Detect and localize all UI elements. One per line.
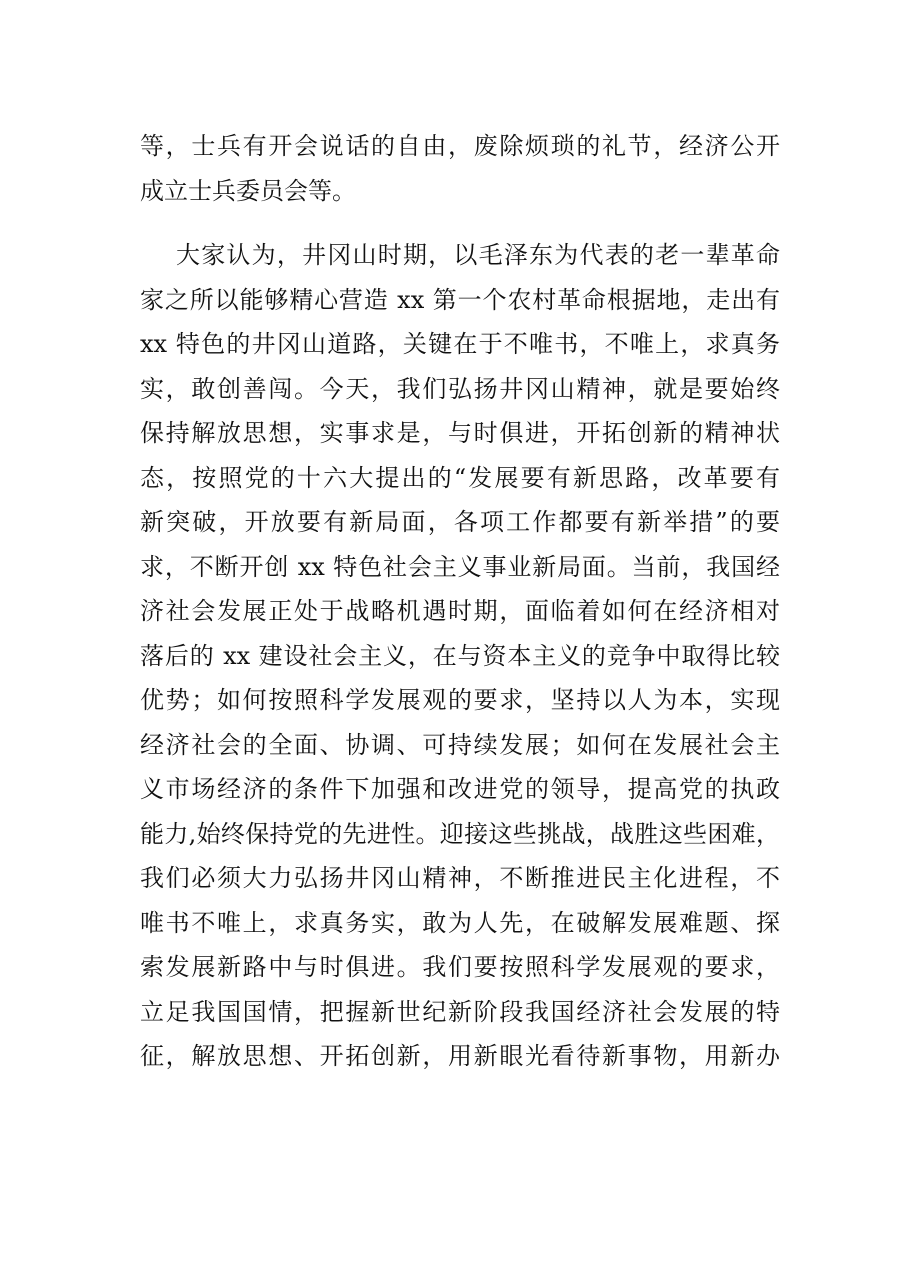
paragraph-2-line-6: 态，按照党的十六大提出的“发展要有新思路，改革要有 [140, 464, 780, 492]
paragraph-2-line-2: 家之所以能够精心营造 xx 第一个农村革命根据地，走出有 [140, 286, 780, 314]
paragraph-2-line-9: 济社会发展正处于战略机遇时期，面临着如何在经济相对 [140, 597, 780, 625]
paragraph-1-line-2: 成立士兵委员会等。 [140, 177, 356, 205]
paragraph-2-line-4: 实，敢创善闯。今天，我们弘扬井冈山精神，就是要始终 [140, 375, 780, 403]
paragraph-2-line-5: 保持解放思想，实事求是，与时俱进，开拓创新的精神状 [140, 419, 780, 447]
paragraph-2-line-14: 能力,始终保持党的先进性。迎接这些挑战，战胜这些困难， [140, 820, 780, 848]
paragraph-2-line-17: 索发展新路中与时俱进。我们要按照科学发展观的要求， [140, 953, 780, 981]
paragraph-2-line-16: 唯书不唯上，求真务实，敢为人先，在破解发展难题、探 [140, 909, 780, 937]
paragraph-2-line-18: 立足我国国情，把握新世纪新阶段我国经济社会发展的特 [140, 998, 780, 1026]
paragraph-2-line-12: 经济社会的全面、协调、可持续发展；如何在发展社会主 [140, 731, 780, 759]
paragraph-2-line-15: 我们必须大力弘扬井冈山精神，不断推进民主化进程，不 [140, 864, 780, 892]
paragraph-2-line-11: 优势；如何按照科学发展观的要求，坚持以人为本，实现 [140, 686, 780, 714]
paragraph-2-line-10: 落后的 xx 建设社会主义，在与资本主义的竞争中取得比较 [140, 642, 780, 670]
paragraph-2-line-13: 义市场经济的条件下加强和改进党的领导，提高党的执政 [140, 775, 780, 803]
paragraph-2-line-7: 新突破，开放要有新局面，各项工作都要有新举措”的要 [140, 508, 780, 536]
paragraph-2-line-1: 大家认为，井冈山时期，以毛泽东为代表的老一辈革命 [176, 241, 780, 269]
paragraph-2-line-8: 求，不断开创 xx 特色社会主义事业新局面。当前，我国经 [140, 553, 780, 581]
paragraph-1-line-1: 等，士兵有开会说话的自由，废除烦琐的礼节，经济公开 [140, 132, 780, 160]
paragraph-2-line-3: xx 特色的井冈山道路，关键在于不唯书，不唯上，求真务 [140, 330, 780, 358]
paragraph-2-line-19: 征，解放思想、开拓创新，用新眼光看待新事物，用新办 [140, 1042, 780, 1070]
